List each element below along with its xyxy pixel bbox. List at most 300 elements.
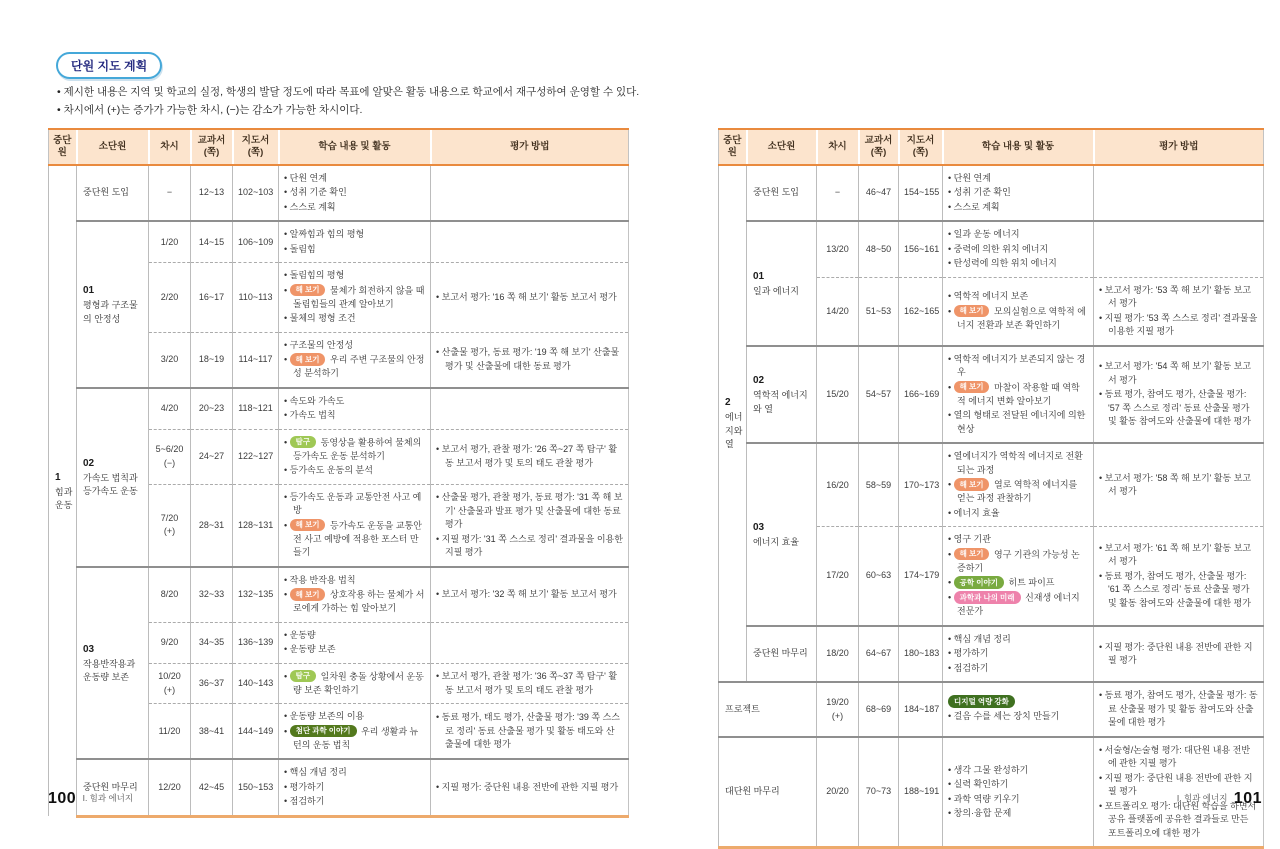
bullet-icon: • [948, 201, 954, 212]
learning-content-cell [279, 663, 431, 704]
unit-plan-table [718, 128, 1264, 849]
bullet-icon: • [436, 781, 442, 792]
content-item: • 성취 기준 확인 [284, 187, 347, 198]
content-item: • 스스로 계획 [948, 201, 1000, 212]
guide-pages-cell: 188~191 [899, 737, 943, 848]
subunit-cell: 중단원 마무리 [747, 626, 817, 683]
column-header: 소단원 [747, 129, 817, 165]
evaluation-item: • 보고서 평가: '54 쪽 해 보기' 활동 보고서 평가 [1099, 361, 1252, 385]
content-item: • 핵심 개념 정리 [948, 633, 1011, 644]
activity-badge: 해 보기 [954, 478, 990, 490]
guide-pages-cell: 166~169 [899, 346, 943, 444]
table-row [719, 443, 1264, 527]
content-item: • 작용 반작용 법칙 [284, 574, 356, 585]
learning-content-cell [943, 737, 1094, 848]
session-cell: 12/20 [149, 759, 191, 816]
chapter-label: I. 힘과 에너지 [1176, 793, 1228, 803]
guide-pages-cell: 128~131 [233, 484, 279, 567]
evaluation-cell [431, 484, 629, 567]
content-item: • 알짜힘과 힘의 평형 [284, 229, 365, 240]
guide-pages-cell: 174~179 [899, 527, 943, 626]
activity-badge: 해 보기 [290, 588, 326, 600]
evaluation-cell [1094, 443, 1264, 527]
textbook-pages-cell: 70~73 [859, 737, 899, 848]
page-number: 100 [48, 790, 77, 807]
bullet-icon: • [948, 779, 954, 789]
content-item: • 해 보기 열로 역학적 에너지를 얻는 과정 관찰하기 [948, 479, 1078, 504]
evaluation-cell [431, 759, 629, 816]
guide-pages-cell: 144~149 [233, 704, 279, 760]
textbook-pages-cell: 48~50 [859, 221, 899, 277]
textbook-pages-cell: 18~19 [191, 332, 233, 388]
evaluation-cell [1094, 626, 1264, 683]
evaluation-cell [431, 332, 629, 388]
evaluation-item: • 동료 평가, 참여도 평가, 산출물 평가: 동료 산출물 평가 및 활동 참여도와 산출물에 대한 평가 [1099, 690, 1258, 728]
activity-badge: 디지털 역량 강화 [948, 695, 1015, 707]
table-row [49, 165, 629, 222]
column-header: 중단원 [49, 129, 77, 165]
bullet-icon: • [1099, 641, 1105, 652]
unit-cell: 1 힘과 운동 [49, 165, 77, 817]
content-item: • 걸음 수를 세는 장치 만들기 [948, 711, 1060, 722]
table-row [49, 567, 629, 623]
evaluation-cell [431, 388, 629, 430]
bullet-icon: • [436, 347, 442, 358]
textbook-pages-cell: 58~59 [859, 443, 899, 527]
content-item: • 실력 확인하기 [948, 779, 1009, 789]
bullet-icon: • [1099, 312, 1105, 323]
bullet-icon: • [948, 808, 954, 818]
bullet-icon: • [948, 410, 954, 421]
content-item: • 역학적 에너지가 보존되지 않는 경우 [948, 353, 1086, 378]
session-cell: 20/20 [817, 737, 859, 848]
bullet-icon: • [284, 187, 290, 198]
column-header: 소단원 [77, 129, 149, 165]
content-item: • 돌림힘의 평형 [284, 270, 345, 281]
bullet-icon: • [948, 243, 954, 254]
evaluation-cell [431, 165, 629, 222]
evaluation-cell [1094, 165, 1264, 222]
evaluation-item: • 지필 평가: 중단원 내용 전반에 관한 지필 평가 [1099, 772, 1253, 797]
evaluation-item: • 지필 평가: '31 쪽 스스로 정리' 결과물을 이용한 지필 평가 [436, 533, 623, 557]
learning-content-cell [279, 165, 431, 222]
bullet-icon: • [284, 410, 290, 421]
learning-content-cell [943, 626, 1094, 683]
content-item: • 일과 운동 에너지 [948, 229, 1020, 240]
bullet-icon: • [284, 491, 290, 502]
content-item: • 과학 역량 키우기 [948, 793, 1020, 804]
learning-content-cell [943, 346, 1094, 444]
evaluation-cell [1094, 346, 1264, 444]
unit-plan-table-page-100 [48, 128, 628, 818]
guide-pages-cell: 184~187 [899, 682, 943, 737]
content-item: • 탐구 동영상을 활용하여 물체의 등가속도 운동 분석하기 [284, 437, 422, 461]
session-cell: 14/20 [817, 277, 859, 346]
content-item: • 해 보기 우리 주변 구조물의 안정성 분석하기 [284, 354, 425, 379]
bullet-icon: • [948, 187, 954, 198]
subunit-cell: 프로젝트 [719, 682, 817, 737]
bullet-icon: • [284, 285, 290, 296]
bullet-icon: • [948, 451, 954, 462]
page-title-badge: 단원 지도 계획 [56, 52, 162, 79]
evaluation-item: • 서술형/논술형 평가: 대단원 내용 전반에 관한 지필 평가 [1099, 744, 1251, 769]
bullet-icon: • [948, 353, 954, 364]
session-cell: − [817, 165, 859, 222]
guide-pages-cell: 102~103 [233, 165, 279, 222]
content-item: • 운동량 [284, 629, 316, 640]
session-cell: 5~6/20 (−) [149, 429, 191, 484]
learning-content-cell [943, 221, 1094, 277]
content-item: • 첨단 과학 이야기 우리 생활과 뉴턴의 운동 법칙 [284, 726, 419, 750]
subunit-cell: 01 일과 에너지 [747, 221, 817, 346]
content-item: • 속도와 가속도 [284, 395, 345, 406]
table-header-row [719, 129, 1264, 165]
guide-pages-cell: 140~143 [233, 663, 279, 704]
learning-content-cell [279, 704, 431, 760]
bullet-icon: • [284, 313, 290, 324]
column-header: 지도서 (쪽) [899, 129, 943, 165]
session-cell: 18/20 [817, 626, 859, 683]
bullet-icon: • [948, 172, 954, 183]
subunit-cell: 02 가속도 법칙과 등가속도 운동 [77, 388, 149, 567]
subunit-cell: 중단원 도입 [77, 165, 149, 222]
textbook-pages-cell: 12~13 [191, 165, 233, 222]
bullet-icon: • [948, 258, 954, 269]
textbook-pages-cell: 14~15 [191, 221, 233, 263]
learning-content-cell [279, 263, 431, 333]
bullet-icon: • [1099, 361, 1105, 372]
session-cell: 4/20 [149, 388, 191, 430]
content-item: • 해 보기 마찰이 작용할 때 역학적 에너지 변화 알아보기 [948, 382, 1080, 406]
evaluation-item: • 보고서 평가: '16 쪽 해 보기' 활동 보고서 평가 [436, 291, 617, 302]
guide-pages-cell: 180~183 [899, 626, 943, 683]
bullet-icon: • [284, 229, 290, 240]
bullet-icon: • [436, 533, 442, 544]
bullet-icon: • [284, 767, 290, 778]
bullet-icon: • [284, 726, 290, 737]
bullet-icon: • [284, 671, 290, 682]
bullet-icon: • [1099, 542, 1105, 553]
content-item: • 해 보기 등가속도 운동을 교통안전 사고 예방에 적용한 포스터 만들기 [284, 520, 422, 558]
session-cell: 9/20 [149, 622, 191, 663]
content-item [948, 695, 1088, 709]
column-header: 학습 내용 및 활동 [943, 129, 1094, 165]
evaluation-item: • 보고서 평가: '61 쪽 해 보기' 활동 보고서 평가 [1099, 542, 1252, 567]
bullet-icon: • [436, 444, 442, 455]
session-cell: 19/20 (+) [817, 682, 859, 737]
column-header: 교과서 (쪽) [859, 129, 899, 165]
bullet-icon: • [436, 291, 442, 302]
content-item: • 등가속도 운동과 교통안전 사고 예방 [284, 491, 422, 516]
subunit-cell: 01 평형과 구조물의 안정성 [77, 221, 149, 388]
bullet-icon: • [284, 270, 290, 281]
evaluation-item: • 산출물 평가, 동료 평가: '19 쪽 해 보기' 산출물 평가 및 산출물에 대한 동료 평가 [436, 347, 620, 371]
session-cell: 2/20 [149, 263, 191, 333]
bullet-icon: • [284, 520, 290, 531]
content-item: • 돌림힘 [284, 243, 316, 254]
content-item: • 중력에 의한 위치 에너지 [948, 243, 1049, 254]
content-item: • 해 보기 영구 기관의 가능성 논증하기 [948, 549, 1080, 573]
evaluation-item: • 포트폴리오 평가: 대단원 학습을 하면서 공유 플랫폼에 공유한 결과들로 만든 포트폴리오에 대한 평가 [1099, 800, 1257, 838]
unit-plan-table [48, 128, 629, 818]
intro-note-line: • 제시한 내용은 지역 및 학교의 실정, 학생의 발달 정도에 따라 목표에 알맞은 활동 내용으로 학교에서 재구성하여 운영할 수 있다. [57, 86, 640, 98]
evaluation-item: • 지필 평가: 중단원 내용 전반에 관한 지필 평가 [1099, 641, 1253, 665]
content-item: • 구조물의 안정성 [284, 339, 354, 350]
bullet-icon: • [948, 577, 954, 588]
textbook-pages-cell: 36~37 [191, 663, 233, 704]
evaluation-item: • 동료 평가, 참여도 평가, 산출물 평가: '61 쪽 스스로 정리' 동료 산출물 평가 및 활동 참여도와 산출물에 대한 평가 [1099, 570, 1251, 608]
content-item: • 가속도 법칙 [284, 410, 336, 421]
bullet-icon: • [436, 671, 442, 681]
bullet-icon: • [1099, 744, 1105, 755]
bullet-icon: • [284, 711, 290, 722]
learning-content-cell [943, 277, 1094, 346]
session-cell: 15/20 [817, 346, 859, 444]
table-row [49, 221, 629, 263]
bullet-icon: • [436, 492, 442, 502]
bullet-icon: • [284, 781, 290, 792]
evaluation-item: • 동료 평가, 태도 평가, 산출물 평가: '39 쪽 스스로 정리' 동료 산출물 평가 및 활동 태도와 산출물에 대한 평가 [436, 712, 620, 749]
content-item: • 창의·융합 문제 [948, 808, 1012, 818]
textbook-pages-cell: 46~47 [859, 165, 899, 222]
textbook-pages-cell: 64~67 [859, 626, 899, 683]
bullet-icon: • [948, 229, 954, 240]
textbook-pages-cell: 34~35 [191, 622, 233, 663]
content-item: • 평가하기 [948, 648, 989, 659]
subunit-cell: 02 역학적 에너지와 열 [747, 346, 817, 444]
subunit-cell: 03 에너지 효율 [747, 443, 817, 626]
bullet-icon: • [284, 589, 290, 600]
content-item: • 단원 연계 [948, 172, 991, 183]
column-header: 차시 [817, 129, 859, 165]
session-cell: 11/20 [149, 704, 191, 760]
bullet-icon: • [1099, 284, 1105, 295]
page-footer-left [48, 790, 137, 808]
bullet-icon: • [1099, 389, 1105, 400]
content-item: • 탄성력에 의한 위치 에너지 [948, 258, 1057, 269]
bullet-icon: • [1099, 570, 1105, 581]
learning-content-cell [279, 429, 431, 484]
table-header-row [49, 129, 629, 165]
content-item: • 운동량 보존의 이용 [284, 711, 365, 722]
bullet-icon: • [436, 712, 442, 722]
bullet-icon: • [948, 306, 954, 317]
evaluation-cell [431, 221, 629, 263]
subunit-cell: 03 작용반작용과 운동량 보존 [77, 567, 149, 760]
page-number: 101 [1233, 790, 1262, 807]
content-item: • 등가속도 운동의 분석 [284, 465, 373, 476]
bullet-icon: • [436, 589, 442, 599]
activity-badge: 해 보기 [290, 353, 326, 365]
bullet-icon: • [284, 172, 290, 183]
activity-badge: 해 보기 [290, 519, 326, 531]
subunit-cell: 중단원 도입 [747, 165, 817, 222]
evaluation-item: • 동료 평가, 참여도 평가, 산출물 평가: '57 쪽 스스로 정리' 동료 산출물 평가 및 활동 참여도와 산출물에 대한 평가 [1099, 389, 1251, 427]
intro-notes [57, 84, 639, 120]
bullet-icon: • [284, 465, 290, 476]
learning-content-cell [943, 443, 1094, 527]
textbook-pages-cell: 28~31 [191, 484, 233, 567]
table-row [719, 626, 1264, 683]
textbook-pages-cell: 16~17 [191, 263, 233, 333]
session-cell: 10/20 (+) [149, 663, 191, 704]
textbook-pages-cell: 51~53 [859, 277, 899, 346]
activity-badge: 해 보기 [954, 381, 990, 393]
column-header: 학습 내용 및 활동 [279, 129, 431, 165]
content-item: • 스스로 계획 [284, 201, 336, 212]
guide-pages-cell: 154~155 [899, 165, 943, 222]
evaluation-cell [1094, 277, 1264, 346]
session-cell: 17/20 [817, 527, 859, 626]
session-cell: 3/20 [149, 332, 191, 388]
column-header: 평가 방법 [1094, 129, 1264, 165]
learning-content-cell [279, 388, 431, 430]
bullet-icon: • [948, 507, 954, 518]
evaluation-cell [431, 567, 629, 623]
bullet-icon: • [284, 644, 290, 655]
intro-note-line: • 차시에서 (+)는 증가가 가능한 차시, (−)는 감소가 가능한 차시이다. [57, 103, 363, 116]
table-row [719, 165, 1264, 222]
learning-content-cell [943, 682, 1094, 737]
activity-badge: 탐구 [290, 670, 317, 682]
evaluation-item: • 보고서 평가: '58 쪽 해 보기' 활동 보고서 평가 [1099, 472, 1252, 497]
textbook-pages-cell: 68~69 [859, 682, 899, 737]
guide-pages-cell: 162~165 [899, 277, 943, 346]
bullet-icon: • [948, 291, 954, 302]
activity-badge: 과학과 나의 미래 [954, 591, 1021, 603]
table-row [49, 388, 629, 430]
bullet-icon: • [948, 662, 954, 673]
guide-pages-cell: 122~127 [233, 429, 279, 484]
evaluation-item: • 보고서 평가: '32 쪽 해 보기' 활동 보고서 평가 [436, 589, 617, 599]
guide-pages-cell: 110~113 [233, 263, 279, 333]
textbook-pages-cell: 38~41 [191, 704, 233, 760]
bullet-icon: • [948, 592, 954, 603]
content-item: • 열의 형태로 전달된 에너지에 의한 현상 [948, 410, 1086, 434]
learning-content-cell [279, 221, 431, 263]
guide-pages-cell: 156~161 [899, 221, 943, 277]
bullet-icon: • [948, 764, 954, 775]
content-item: • 핵심 개념 정리 [284, 767, 347, 778]
textbook-pages-cell: 54~57 [859, 346, 899, 444]
content-item: • 성취 기준 확인 [948, 187, 1011, 198]
guide-pages-cell: 114~117 [233, 332, 279, 388]
content-item: • 단원 연계 [284, 172, 327, 183]
content-item: • 생각 그물 완성하기 [948, 764, 1029, 775]
guide-pages-cell: 150~153 [233, 759, 279, 816]
bullet-icon: • [1099, 690, 1105, 701]
chapter-label: I. 힘과 에너지 [82, 793, 134, 803]
session-cell: 8/20 [149, 567, 191, 623]
content-item: • 공학 이야기 히트 파이프 [948, 577, 1055, 588]
activity-badge: 공학 이야기 [954, 576, 1004, 588]
content-item: • 물체의 평형 조건 [284, 313, 356, 324]
activity-badge: 첨단 과학 이야기 [290, 725, 357, 737]
textbook-pages-cell: 32~33 [191, 567, 233, 623]
session-cell: 16/20 [817, 443, 859, 527]
bullet-icon: • [1099, 800, 1105, 811]
column-header: 지도서 (쪽) [233, 129, 279, 165]
evaluation-item: • 지필 평가: 중단원 내용 전반에 관한 지필 평가 [436, 781, 619, 792]
content-item: • 해 보기 모의실험으로 역학적 에너지 전환과 보존 확인하기 [948, 306, 1086, 330]
evaluation-item: • 보고서 평가: '53 쪽 해 보기' 활동 보고서 평가 [1099, 284, 1252, 309]
bullet-icon: • [948, 648, 954, 659]
bullet-icon: • [948, 534, 954, 545]
evaluation-cell [431, 263, 629, 333]
evaluation-cell [431, 663, 629, 704]
activity-badge: 해 보기 [954, 548, 990, 560]
subunit-cell: 대단원 마무리 [719, 737, 817, 848]
activity-badge: 해 보기 [954, 305, 990, 317]
textbook-pages-cell: 60~63 [859, 527, 899, 626]
bullet-icon: • [1099, 472, 1105, 483]
bullet-icon: • [948, 382, 954, 393]
session-cell: 1/20 [149, 221, 191, 263]
content-item: • 평가하기 [284, 781, 325, 792]
column-header: 교과서 (쪽) [191, 129, 233, 165]
subunit-cell: 중단원 마무리 [77, 759, 149, 816]
unit-plan-table-page-101 [718, 128, 1263, 849]
evaluation-item: • 지필 평가: '53 쪽 스스로 정리' 결과물을 이용한 지필 평가 [1099, 312, 1258, 337]
textbook-pages-cell: 20~23 [191, 388, 233, 430]
activity-badge: 탐구 [290, 436, 317, 448]
content-item: • 영구 기관 [948, 534, 991, 545]
bullet-icon: • [284, 437, 290, 448]
bullet-icon: • [284, 395, 290, 406]
content-item: • 해 보기 물체가 회전하지 않을 때 돌림힘들의 관계 알아보기 [284, 285, 425, 309]
bullet-icon: • [1099, 772, 1105, 783]
content-item: • 점검하기 [284, 796, 325, 807]
bullet-icon: • [948, 549, 954, 560]
textbook-pages-cell: 42~45 [191, 759, 233, 816]
bullet-icon: • [284, 629, 290, 640]
unit-cell: 2 에너지와 열 [719, 165, 747, 683]
content-item: • 운동량 보존 [284, 644, 336, 655]
content-item: • 열에너지가 역학적 에너지로 전환되는 과정 [948, 451, 1083, 475]
evaluation-item: • 보고서 평가, 관찰 평가: '26 쪽~27 쪽 탐구' 활동 보고서 평가 및 토의 태도 관찰 평가 [436, 444, 618, 468]
learning-content-cell [279, 484, 431, 567]
evaluation-cell [431, 704, 629, 760]
column-header: 중단원 [719, 129, 747, 165]
session-cell: 13/20 [817, 221, 859, 277]
table-row [719, 346, 1264, 444]
evaluation-cell [1094, 221, 1264, 277]
bullet-icon: • [948, 793, 954, 804]
content-item: • 해 보기 상호작용 하는 물체가 서로에게 가하는 힘 알아보기 [284, 589, 425, 614]
activity-badge: 해 보기 [290, 284, 326, 296]
content-item: • 탐구 일차원 충돌 상황에서 운동량 보존 확인하기 [284, 671, 424, 695]
session-cell: 7/20 (+) [149, 484, 191, 567]
content-item: • 역학적 에너지 보존 [948, 291, 1029, 302]
table-row [719, 221, 1264, 277]
column-header: 차시 [149, 129, 191, 165]
bullet-icon: • [284, 339, 290, 350]
table-row [719, 682, 1264, 737]
bullet-icon: • [284, 796, 290, 807]
textbook-pages-cell: 24~27 [191, 429, 233, 484]
learning-content-cell [279, 332, 431, 388]
column-header: 평가 방법 [431, 129, 629, 165]
evaluation-item: • 산출물 평가, 관찰 평가, 동료 평가: '31 쪽 해 보기' 산출물과 발표 평가 및 산출물에 대한 동료 평가 [436, 492, 623, 529]
bullet-icon: • [948, 633, 954, 644]
guide-pages-cell: 106~109 [233, 221, 279, 263]
guide-pages-cell: 136~139 [233, 622, 279, 663]
learning-content-cell [943, 165, 1094, 222]
guide-pages-cell: 170~173 [899, 443, 943, 527]
learning-content-cell [943, 527, 1094, 626]
learning-content-cell [279, 567, 431, 623]
learning-content-cell [279, 759, 431, 816]
